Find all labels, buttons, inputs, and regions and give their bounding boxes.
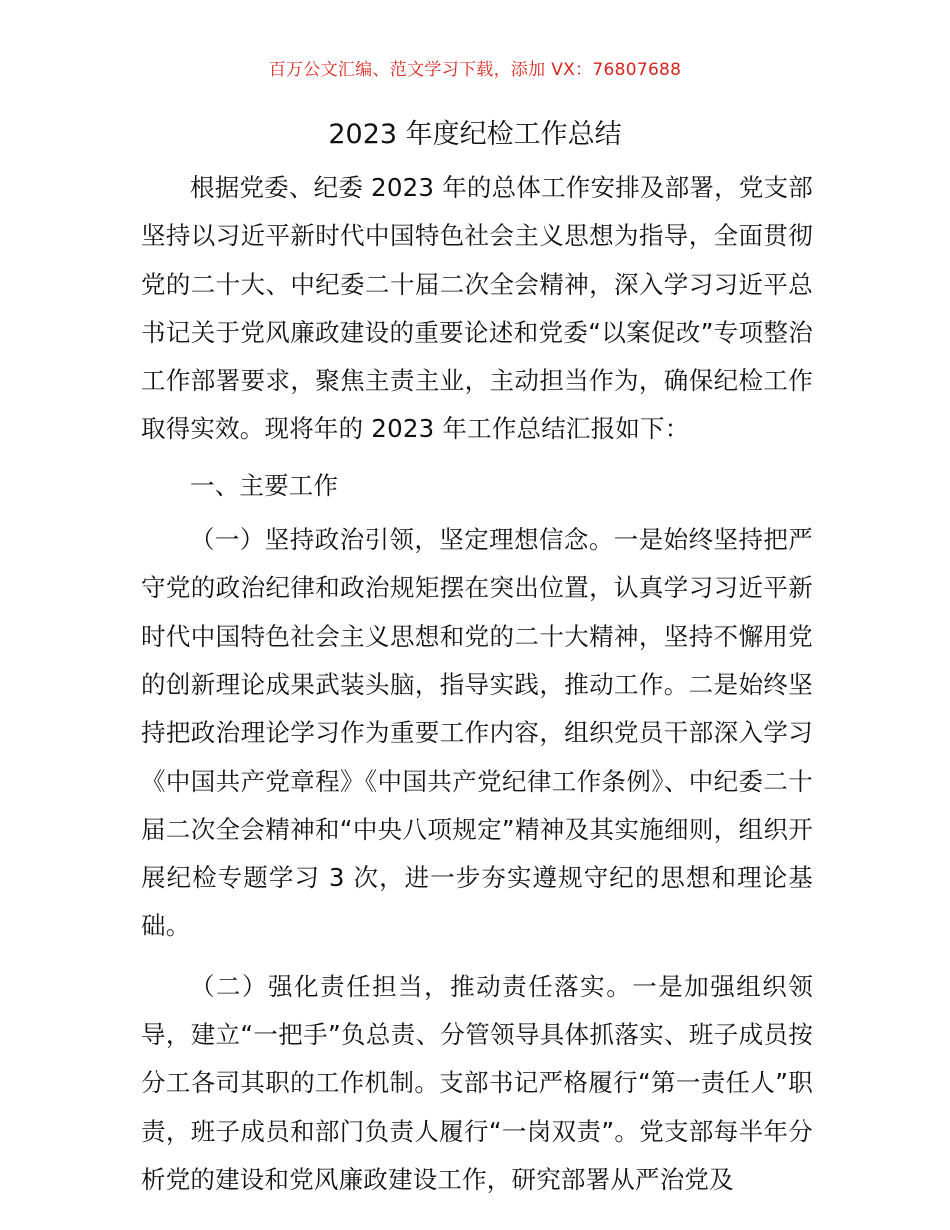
section-heading-main-work: 一、主要工作 [190, 470, 339, 500]
document-body [141, 164, 813, 1204]
document-title: 2023 年度纪检工作总结 [328, 119, 622, 150]
paragraph-political-guidance: （一）坚持政治引领，坚定理想信念。一是始终坚持把严守党的政治纪律和政治规矩摆在突出位置，认真学习习近平新时代中国特色社会主义思想和党的二十大精神，坚持不懈用党的创新理论成果武装头脑，指导实践，推动工作。二是始终坚持把政治理论学习作为重要工作内容，组织党员干部深入学习《中国共产党章程》《中国共产党纪律工作条例》、中纪委二十届二次全会精神和“中央八项规定”精神及其实施细则，组织开展纪检专题学习 3 次，进一步夯实遵规守纪的思想和理论基础。 [141, 525, 813, 941]
paragraph-responsibility: （二）强化责任担当，推动责任落实。一是加强组织领导，建立“一把手”负总责、分管领导具体抓落实、班子成员按分工各司其职的工作机制。支部书记严格履行“第一责任人”职责，班子成员和部门负责人履行“一岗双责”。党支部每半年分析党的建设和党风廉政建设工作，研究部署从严治党及 [141, 971, 813, 1194]
header-watermark-note: 百万公文汇编、范文学习下载，添加 VX：76807688 [268, 60, 682, 80]
intro-paragraph: 根据党委、纪委 2023 年的总体工作安排及部署，党支部坚持以习近平新时代中国特色社会主义思想为指导，全面贯彻党的二十大、中纪委二十届二次全会精神，深入学习习近平总书记关于党风廉政建设的重要论述和党委“以案促改”专项整治工作部署要求，聚焦主责主业，主动担当作为，确保纪检工作取得实效。现将年的 2023 年工作总结汇报如下： [141, 173, 813, 444]
